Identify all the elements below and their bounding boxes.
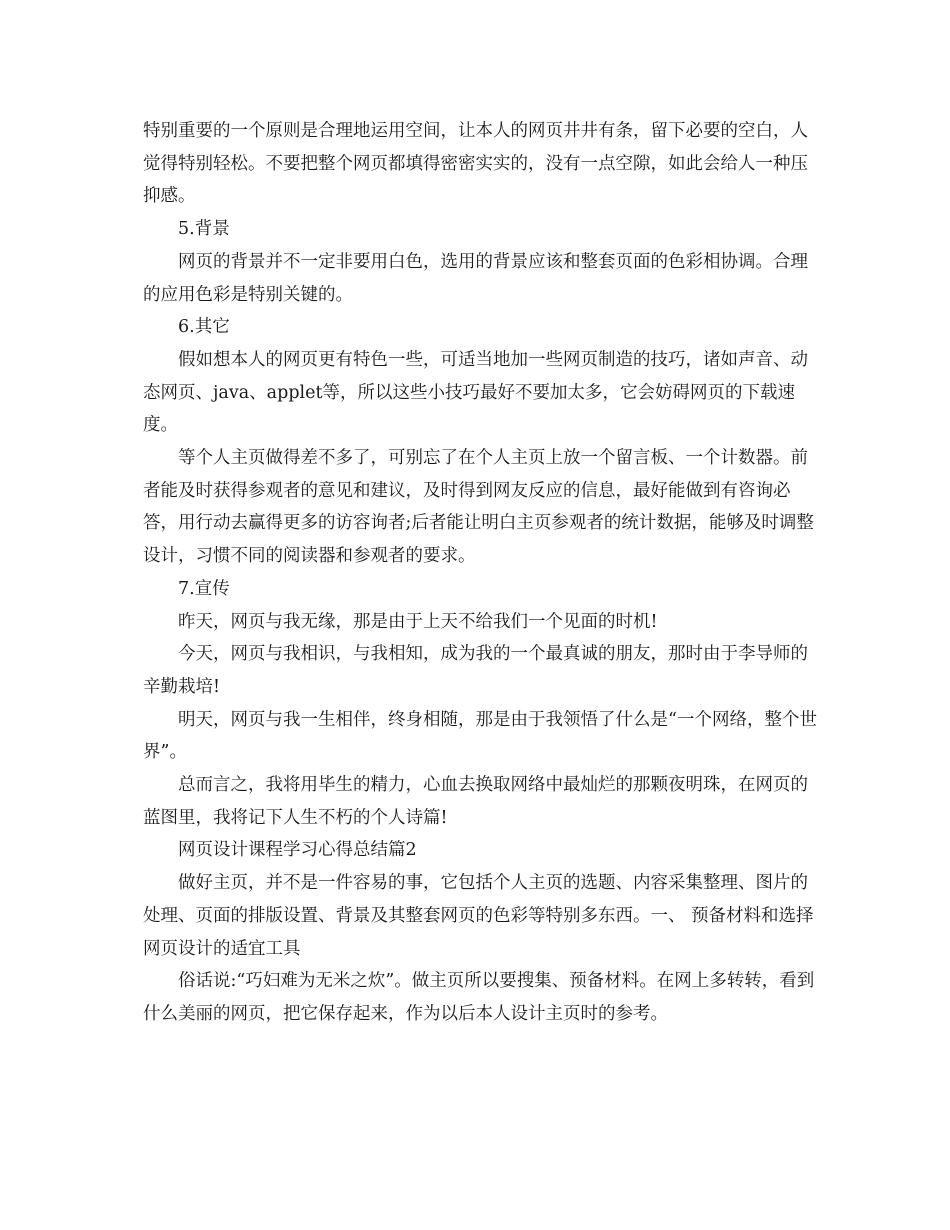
section-title-part-2: 网页设计课程学习心得总结篇2	[178, 840, 417, 861]
paragraph-guestbook: 等个人主页做得差不多了，可别忘了在个人主页上放一个留言板、一个计数器。前者能及时获得参观者的意见和建议，及时得到网友反应的信息，最好能做到有咨询必答，用行动去赢得更多的访容询者;后者能让明白主页参观者的统计数据，能够及时调整设计，习惯不同的阅读器和参观者的要求。	[143, 448, 814, 567]
paragraph-today: 今天，网页与我相识，与我相知，成为我的一个最真诚的朋友，那时由于李导师的辛勤栽培!	[143, 644, 808, 697]
paragraph-homepage-intro: 做好主页，并不是一件容易的事，它包括个人主页的选题、内容采集整理、图片的处理、页面的排版设置、背景及其整套网页的色彩等特别多东西。一、 预备材料和选择网页设计的适宜工具	[143, 873, 814, 959]
heading-promotion: 7.宣传	[178, 578, 230, 599]
paragraph-other-tips: 假如想本人的网页更有特色一些，可适当地加一些网页制造的技巧，诸如声音、动态网页、java、applet等，所以这些小技巧最好不要加太多，它会妨碍网页的下载速度。	[143, 349, 808, 436]
paragraph-proverb: 俗话说:“巧妇难为无米之炊”。做主页所以要搜集、预备材料。在网上多转转，看到什么美丽的网页，把它保存起来，作为以后本人设计主页时的参考。	[143, 971, 815, 1024]
paragraph-space-principle: 特别重要的一个原则是合理地运用空间，让本人的网页井井有条，留下必要的空白，人觉得特别轻松。不要把整个网页都填得密密实实的，没有一点空隙，如此会给人一种压抑感。	[143, 121, 808, 207]
heading-other: 6.其它	[178, 317, 230, 338]
paragraph-yesterday: 昨天，网页与我无缘，那是由于上天不给我们一个见面的时机!	[178, 611, 658, 632]
heading-background: 5.背景	[178, 219, 230, 240]
document-body	[143, 115, 823, 1031]
paragraph-conclusion: 总而言之，我将用毕生的精力，心血去换取网络中最灿烂的那颗夜明珠，在网页的蓝图里，我将记下人生不朽的个人诗篇!	[143, 775, 808, 828]
paragraph-background: 网页的背景并不一定非要用白色，选用的背景应该和整套页面的色彩相协调。合理的应用色彩是特别关键的。	[143, 251, 808, 305]
paragraph-tomorrow: 明天，网页与我一生相伴，终身相随，那是由于我领悟了什么是“一个网络，整个世界”。	[143, 709, 817, 763]
